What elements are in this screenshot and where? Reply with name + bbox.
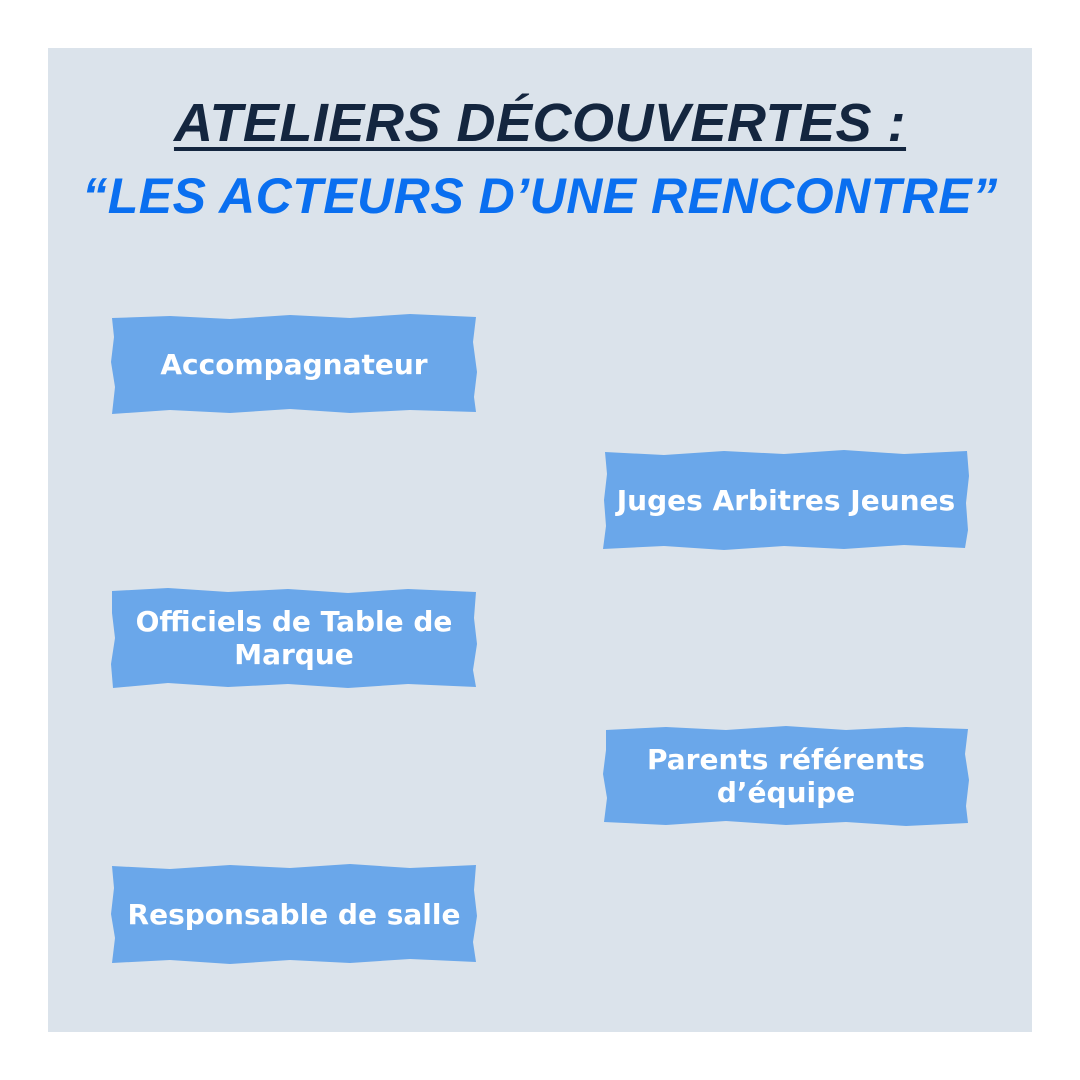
chip-label: Officiels de Table de Marque bbox=[135, 605, 453, 671]
chip-label: Responsable de salle bbox=[127, 897, 461, 931]
role-chip-accompagnateur bbox=[110, 312, 478, 416]
role-chip-parents-referents bbox=[602, 724, 970, 828]
role-chip-juges-arbitres-jeunes bbox=[602, 448, 970, 552]
page-title bbox=[0, 88, 1080, 158]
chip-label: Juges Arbitres Jeunes bbox=[616, 483, 956, 517]
chip-label: Parents référents d’équipe bbox=[647, 743, 925, 809]
page-subtitle: “LES ACTEURS D’UNE RENCONTRE” bbox=[82, 168, 998, 224]
page-title-text: ATELIERS DÉCOUVERTES : bbox=[173, 93, 907, 153]
role-chip-officiels-table-marque bbox=[110, 586, 478, 690]
role-chip-responsable-salle bbox=[110, 862, 478, 966]
chip-label: Accompagnateur bbox=[160, 347, 428, 381]
